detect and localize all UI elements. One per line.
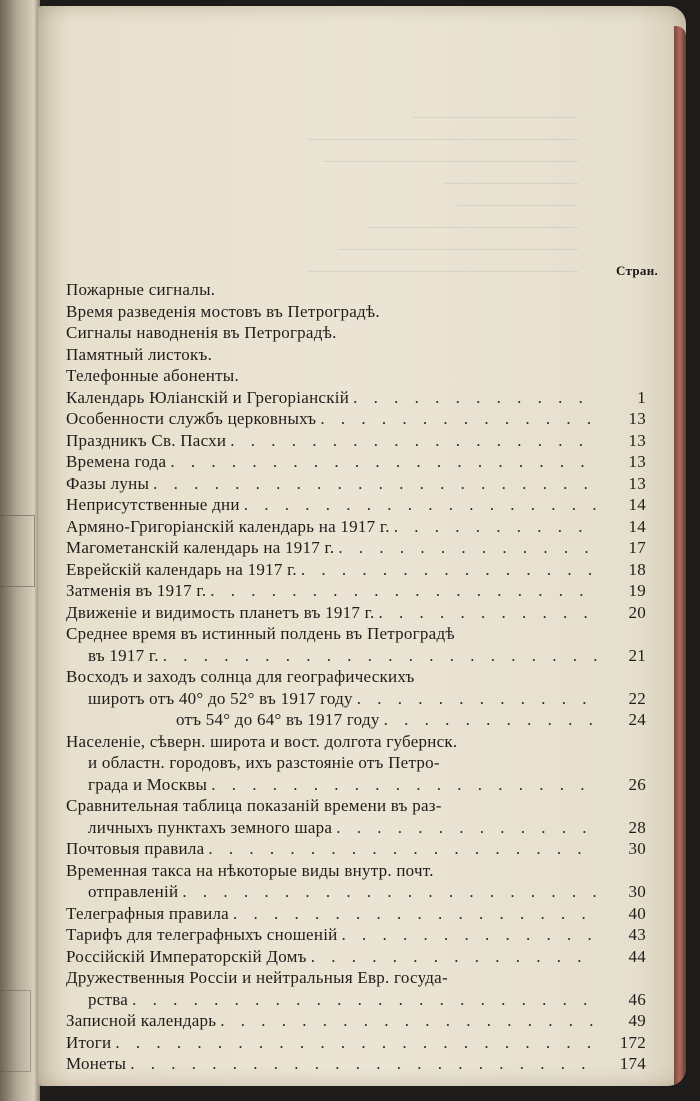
toc-entry-title: Фазы луны [66, 473, 150, 493]
toc-entry [66, 731, 646, 753]
toc-entry-page: 14 [628, 516, 646, 536]
leader-dots [342, 924, 598, 946]
leader-dots [244, 494, 598, 516]
toc-entry-title: Еврейскій календарь на 1917 г. [66, 559, 297, 579]
toc-entry-page: 28 [628, 817, 646, 837]
toc-entry-page: 17 [628, 538, 646, 557]
toc-entry [66, 860, 646, 882]
leader-dots [338, 537, 598, 559]
toc-entry-page: 20 [628, 602, 646, 622]
toc-entry [66, 365, 646, 387]
toc-entry-page: 18 [628, 559, 646, 579]
toc-entry [66, 881, 646, 903]
toc-entry [66, 838, 646, 860]
library-stamp [0, 515, 35, 587]
toc-entry-title: Телефонные абоненты. [66, 366, 239, 385]
toc-entry-title: Монеты [66, 1054, 127, 1073]
toc-entry [66, 946, 646, 968]
toc-entry [66, 451, 646, 473]
leader-dots [208, 838, 598, 860]
toc-entry-page: 44 [628, 946, 646, 966]
toc-entry [66, 301, 646, 323]
toc-entry-title: Движеніе и видимость планетъ въ 1917 г. [66, 602, 375, 622]
toc-entry-title: Россійскій Императорскій Домъ [66, 946, 307, 966]
toc-entry-page: 49 [628, 1011, 646, 1030]
leader-dots [301, 559, 598, 581]
toc-entry-title: широтъ отъ 40° до 52° въ 1917 году [88, 688, 353, 708]
toc-entry [66, 1032, 646, 1054]
leader-dots [378, 602, 598, 624]
toc-entry [66, 903, 646, 925]
toc-entry [66, 559, 646, 581]
toc-entry-title: Почтовыя правила [66, 839, 205, 858]
toc-entry-title: Восходъ и заходъ солнца для географическихъ [66, 667, 415, 686]
toc-entry-title: и областн. городовъ, ихъ разстояніе отъ Петро- [88, 753, 440, 772]
leader-dots [211, 774, 598, 796]
toc-entry-title: Сравнительная таблица показаній времени въ раз- [66, 796, 442, 815]
leader-dots [132, 989, 598, 1011]
toc-entry-title: отъ 54° до 64° въ 1917 году [176, 710, 380, 729]
toc-entry-title: отправленій [88, 882, 179, 901]
toc-entry-title: Дружественныя Россіи и нейтральныя Евр. госуда- [66, 968, 448, 987]
toc-entry-title: Времена года [66, 452, 167, 471]
toc-entry-title: личныхъ пунктахъ земного шара [88, 817, 333, 837]
library-stamp-lower [0, 990, 31, 1072]
toc-entry-title: Временная такса на нѣкоторые виды внутр. почт. [66, 860, 434, 880]
toc-entry [66, 430, 646, 452]
toc-entry [66, 623, 646, 645]
toc-entry [66, 494, 646, 516]
toc-entry [66, 989, 646, 1011]
toc-entry [66, 645, 646, 667]
leader-dots [233, 903, 598, 925]
leader-dots [357, 688, 598, 710]
toc-entry-title: Пожарные сигналы. [66, 280, 216, 299]
toc-entry-title: Тарифъ для телеграфныхъ сношеній [66, 925, 338, 944]
toc-entry-title: Памятный листокъ. [66, 344, 213, 364]
toc-entry-title: Время разведенія мостовъ въ Петроградѣ. [66, 301, 380, 321]
toc-entry-page: 26 [628, 774, 646, 794]
toc-entry-page: 13 [628, 452, 646, 471]
leader-dots [336, 817, 598, 839]
toc-entry [66, 774, 646, 796]
toc-entry [66, 408, 646, 430]
toc-entry-title: Записной календарь [66, 1011, 217, 1030]
toc-entry-title: Календарь Юліанскій и Грегоріанскій [66, 387, 350, 407]
leader-dots [153, 473, 598, 495]
toc-entry [66, 279, 646, 301]
toc-entry [66, 1010, 646, 1032]
toc-entry-page: 19 [628, 581, 646, 600]
toc-entry [66, 752, 646, 774]
toc-entry-page: 43 [628, 925, 646, 944]
toc-entry [66, 387, 646, 409]
toc-entry [66, 602, 646, 624]
toc-entry-title: Праздникъ Св. Пасхи [66, 430, 227, 450]
toc-entry-page: 40 [628, 903, 646, 923]
table-of-contents [66, 279, 646, 1075]
toc-entry-page: 174 [619, 1054, 646, 1073]
toc-entry-page: 22 [628, 688, 646, 708]
book-page [38, 6, 686, 1086]
toc-entry [66, 666, 646, 688]
toc-entry-title: Армяно-Григоріанскій календарь на 1917 г. [66, 516, 390, 536]
toc-entry [66, 967, 646, 989]
toc-entry [66, 344, 646, 366]
toc-entry-title: Неприсутственные дни [66, 495, 240, 514]
toc-entry-title: Среднее время въ истинный полдень въ Петроградѣ [66, 624, 455, 643]
toc-entry-title: Магометанскій календарь на 1917 г. [66, 538, 335, 557]
toc-entry-page: 30 [628, 882, 646, 901]
toc-entry [66, 322, 646, 344]
toc-entry [66, 795, 646, 817]
toc-entry-page: 1 [637, 387, 646, 407]
toc-entry-title: Телеграфныя правила [66, 903, 229, 923]
leader-dots [230, 430, 598, 452]
leader-dots [170, 451, 598, 473]
toc-entry-title: Населеніе, сѣверн. широта и вост. долгота губернск. [66, 731, 458, 751]
leader-dots [384, 709, 598, 731]
toc-entry-title: Особенности службъ церковныхъ [66, 409, 317, 428]
toc-entry [66, 817, 646, 839]
toc-entry-page: 46 [628, 989, 646, 1009]
toc-entry-title: Итоги [66, 1032, 112, 1052]
toc-entry-title: рства [88, 989, 129, 1009]
toc-entry-page: 13 [628, 473, 646, 493]
toc-entry-title: Затменія въ 1917 г. [66, 581, 207, 600]
left-page-edge [0, 0, 40, 1101]
leader-dots [353, 387, 598, 409]
toc-entry [66, 516, 646, 538]
toc-entry-page: 14 [628, 495, 646, 514]
leader-dots [320, 408, 598, 430]
toc-entry-page: 172 [619, 1032, 646, 1052]
toc-entry-title: въ 1917 г. [88, 645, 159, 665]
page-column-header: Стран. [616, 263, 659, 278]
toc-entry-page: 30 [628, 839, 646, 858]
toc-entry [66, 537, 646, 559]
leader-dots [163, 645, 598, 667]
toc-entry-page: 21 [628, 645, 646, 665]
toc-entry-page: 24 [628, 710, 646, 729]
leader-dots [115, 1032, 598, 1054]
toc-entry-title: града и Москвы [88, 774, 208, 794]
toc-entry [66, 924, 646, 946]
toc-entry [66, 709, 646, 731]
leader-dots [210, 580, 598, 602]
leader-dots [311, 946, 598, 968]
toc-entry-title: Сигналы наводненія въ Петроградѣ. [66, 323, 337, 342]
show-through-text: ——————————— —————————————————— ————————————————— ————————— ———————— —————————————— ———————————————— —————————————————— [308, 109, 578, 279]
toc-entry [66, 473, 646, 495]
toc-entry [66, 580, 646, 602]
leader-dots [130, 1053, 598, 1075]
leader-dots [394, 516, 598, 538]
leader-dots [220, 1010, 598, 1032]
toc-entry [66, 1053, 646, 1075]
toc-entry [66, 688, 646, 710]
leader-dots [182, 881, 598, 903]
toc-entry-page: 13 [628, 409, 646, 428]
toc-entry-page: 13 [628, 430, 646, 450]
page-edge [674, 26, 686, 1086]
